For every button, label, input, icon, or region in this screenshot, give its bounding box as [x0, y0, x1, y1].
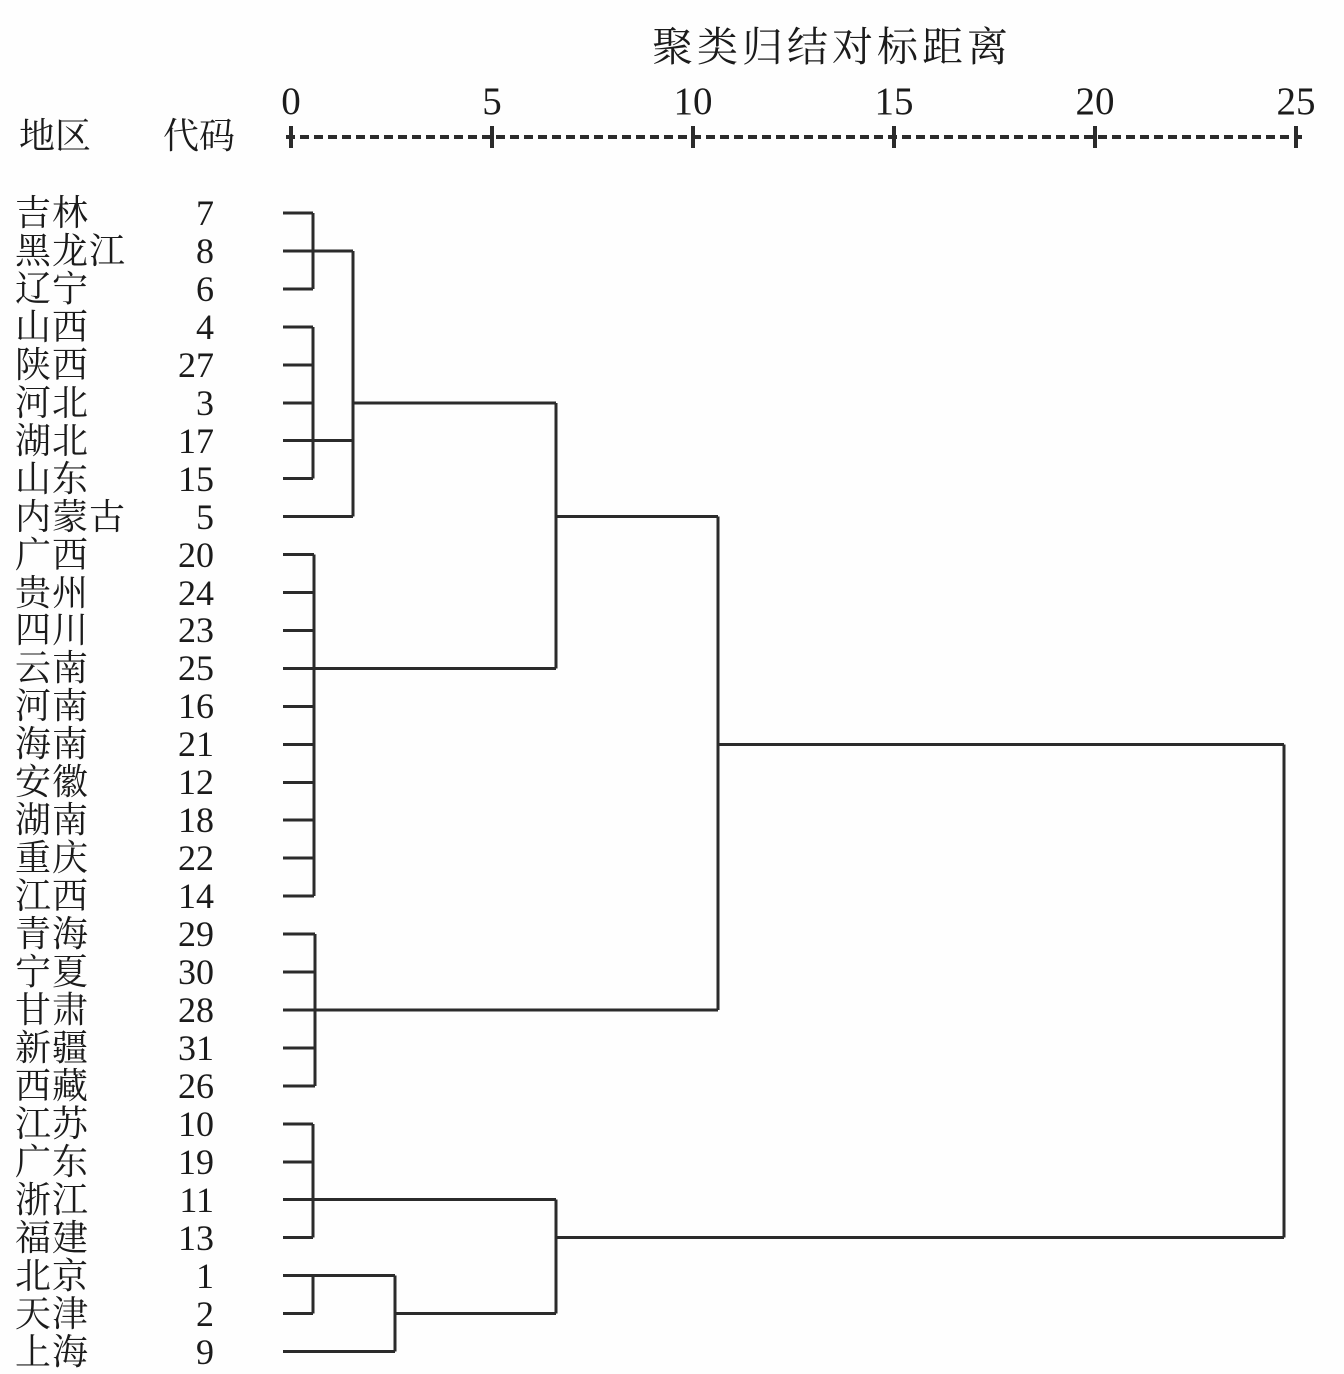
- leaf-region-label: 吉林: [15, 193, 90, 233]
- leaf-code-label: 19: [178, 1141, 214, 1182]
- leaf-code-label: 4: [196, 306, 214, 347]
- leaf-region-label: 安徽: [15, 762, 90, 803]
- leaf-code-label: 26: [178, 1065, 214, 1106]
- axis-tick-label: 25: [1276, 80, 1316, 123]
- leaf-region-label: 河南: [15, 686, 90, 727]
- leaf-region-label: 浙江: [15, 1179, 90, 1220]
- leaf-region-label: 江苏: [15, 1103, 90, 1144]
- leaf-region-label: 广东: [15, 1141, 90, 1182]
- leaf-region-label: 山西: [15, 306, 90, 347]
- leaf-code-label: 16: [178, 686, 214, 727]
- leaf-code-label: 20: [178, 534, 214, 575]
- leaf-region-label: 辽宁: [15, 268, 90, 309]
- leaf-code-label: 9: [196, 1331, 214, 1372]
- leaf-code-label: 10: [178, 1103, 214, 1144]
- leaf-code-label: 17: [178, 420, 214, 461]
- leaf-region-label: 黑龙江: [15, 230, 127, 271]
- leaf-region-label: 陕西: [15, 344, 90, 385]
- leaf-code-label: 2: [196, 1293, 214, 1334]
- leaf-code-label: 23: [178, 610, 214, 651]
- leaf-region-label: 四川: [15, 610, 90, 651]
- leaf-code-label: 15: [178, 458, 214, 499]
- leaf-code-label: 22: [178, 838, 214, 879]
- leaf-region-label: 内蒙古: [15, 496, 127, 537]
- leaf-code-label: 30: [178, 952, 214, 992]
- leaf-code-label: 12: [178, 762, 214, 803]
- leaf-region-label: 河北: [15, 382, 90, 423]
- leaf-code-label: 28: [178, 989, 214, 1030]
- leaf-code-label: 31: [178, 1027, 214, 1068]
- code-column-header: 代码: [163, 116, 236, 156]
- leaf-region-label: 新疆: [15, 1027, 90, 1068]
- region-column-header: 地区: [19, 116, 92, 156]
- axis-tick-label: 10: [673, 80, 713, 123]
- leaf-code-label: 24: [178, 572, 214, 613]
- leaf-region-label: 甘肃: [15, 989, 90, 1030]
- leaf-code-label: 21: [178, 724, 214, 765]
- leaf-region-label: 湖北: [15, 420, 90, 461]
- leaf-code-label: 25: [178, 648, 214, 689]
- leaf-code-label: 1: [196, 1255, 214, 1296]
- leaf-region-label: 云南: [15, 648, 90, 689]
- axis-tick-label: 20: [1075, 80, 1115, 123]
- leaf-region-label: 江西: [15, 876, 90, 917]
- leaf-region-label: 广西: [15, 534, 90, 575]
- leaf-region-label: 贵州: [15, 572, 90, 613]
- chart-title: 聚类归结对标距离: [652, 24, 1012, 70]
- axis-tick-label: 15: [874, 80, 914, 123]
- leaf-region-label: 海南: [15, 724, 90, 765]
- leaf-region-label: 天津: [15, 1293, 90, 1334]
- leaf-code-label: 7: [196, 193, 214, 233]
- leaf-region-label: 青海: [15, 914, 90, 955]
- leaf-region-label: 山东: [15, 458, 90, 499]
- axis-tick-label: 5: [482, 80, 502, 123]
- leaf-region-label: 重庆: [15, 838, 90, 879]
- leaf-code-label: 29: [178, 914, 214, 955]
- leaf-region-label: 福建: [15, 1217, 90, 1258]
- leaf-region-label: 西藏: [15, 1065, 90, 1106]
- leaf-code-label: 13: [178, 1217, 214, 1258]
- axis-tick-label: 0: [281, 80, 301, 123]
- leaf-code-label: 8: [196, 230, 214, 271]
- leaf-region-label: 宁夏: [15, 952, 90, 992]
- leaf-code-label: 5: [196, 496, 214, 537]
- leaf-code-label: 14: [178, 876, 214, 917]
- leaf-code-label: 11: [179, 1179, 214, 1220]
- leaf-code-label: 18: [178, 800, 214, 841]
- leaf-region-label: 上海: [15, 1331, 90, 1372]
- leaf-region-label: 北京: [15, 1255, 90, 1296]
- leaf-code-label: 3: [196, 382, 214, 423]
- leaf-code-label: 6: [196, 268, 214, 309]
- leaf-code-label: 27: [178, 344, 214, 385]
- leaf-region-label: 湖南: [15, 800, 90, 841]
